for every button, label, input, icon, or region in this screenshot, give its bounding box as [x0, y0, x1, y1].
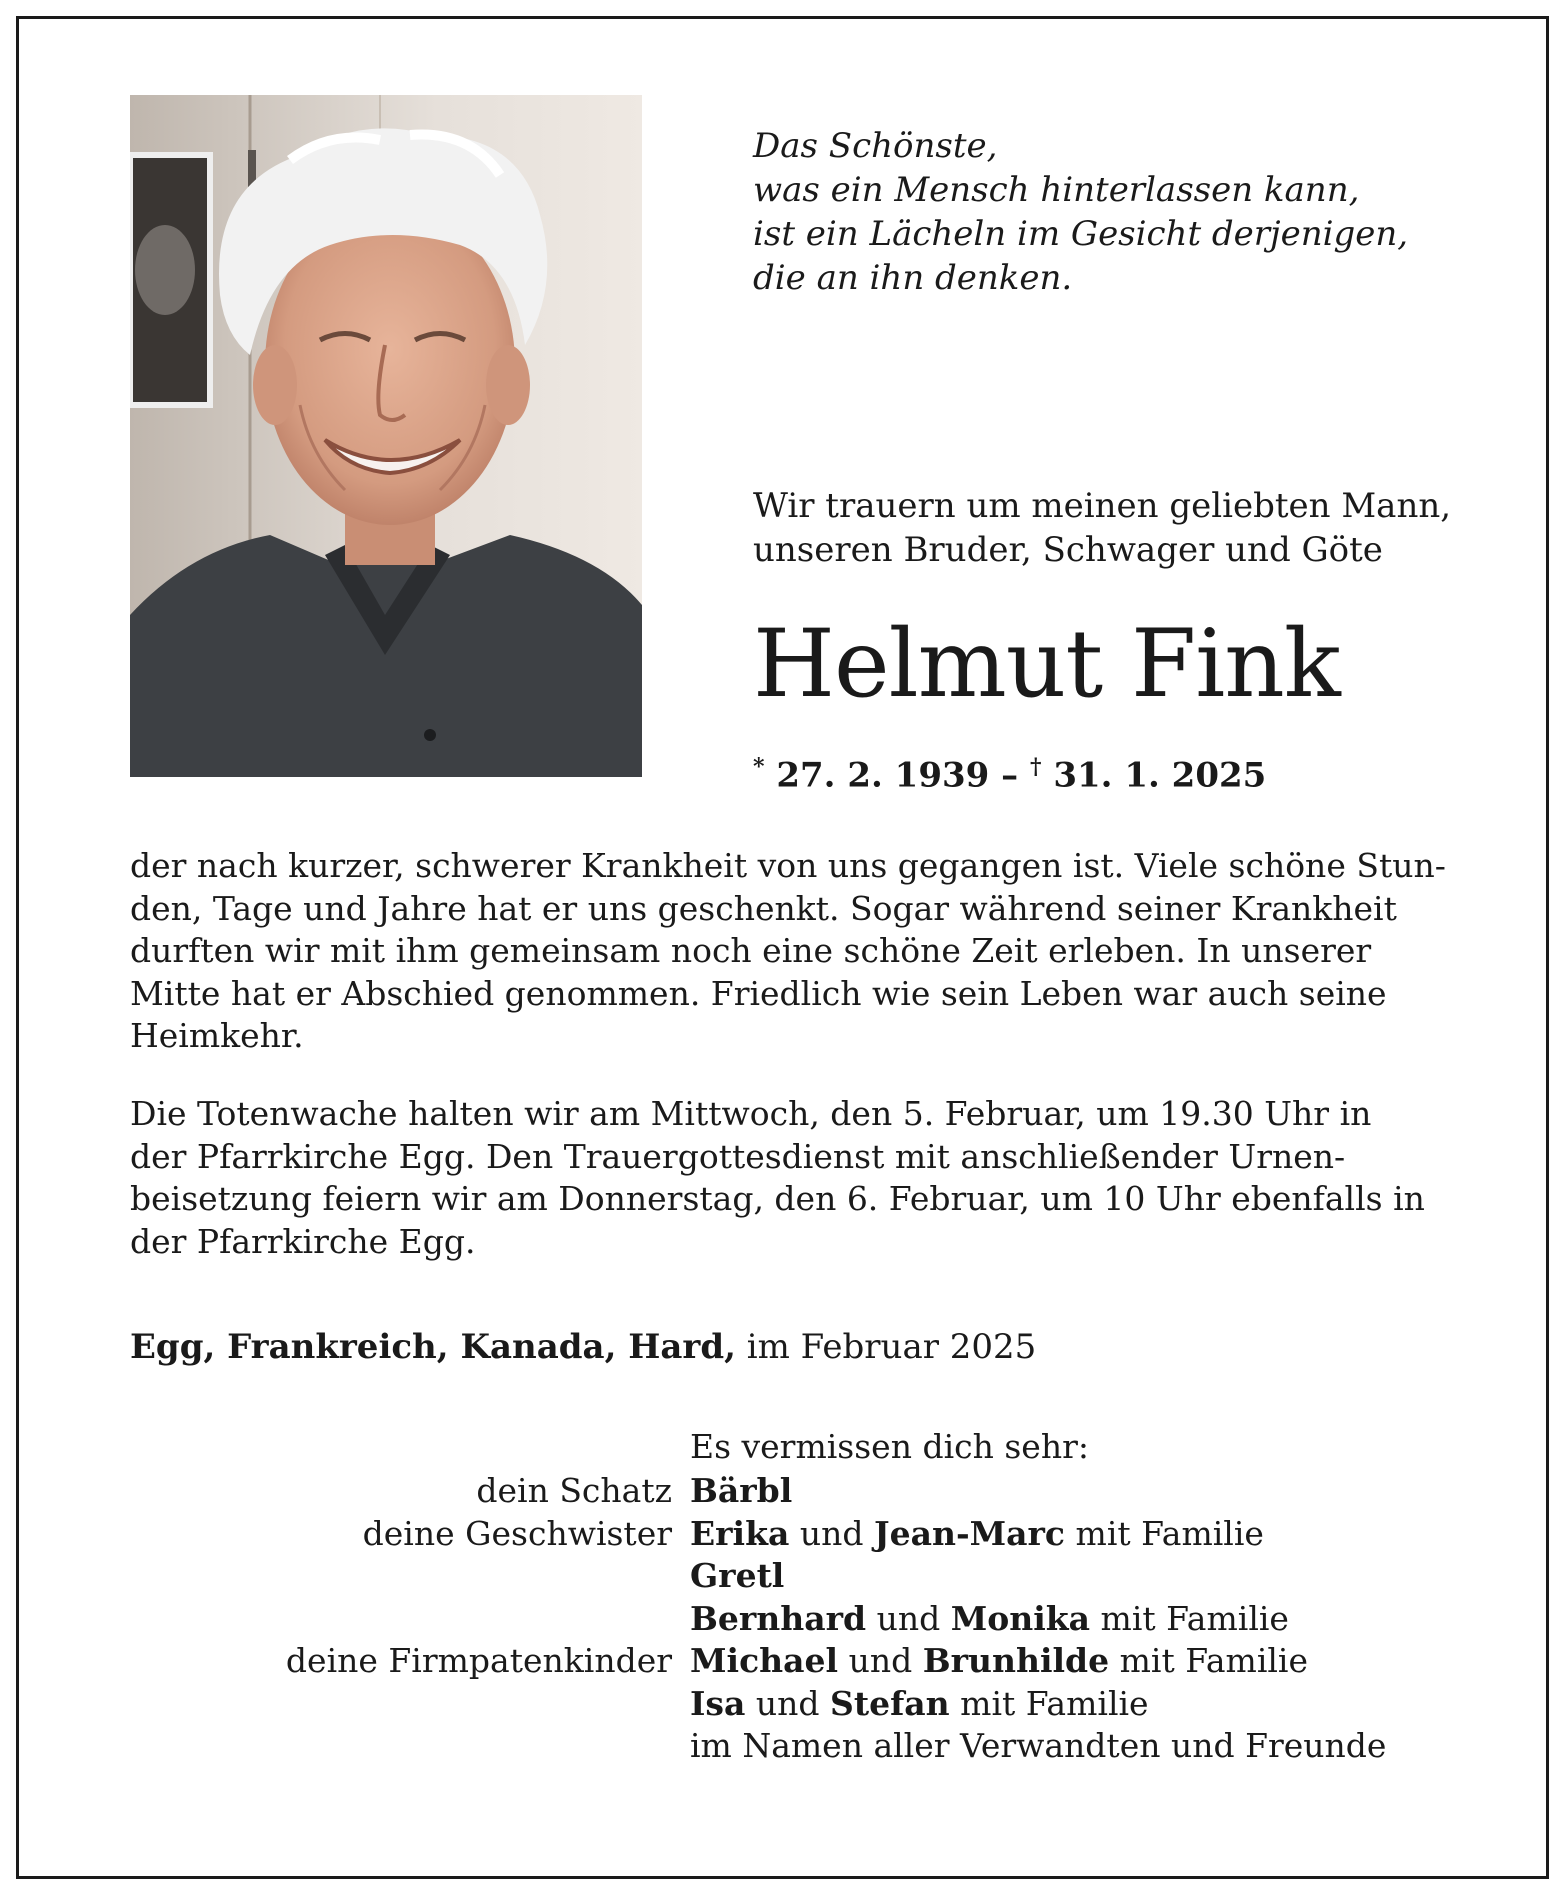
conjunction: und — [866, 1598, 951, 1638]
conjunction: und — [838, 1641, 923, 1680]
mourner-name: Jean-Marc — [873, 1513, 1066, 1553]
mourner-row — [0, 1513, 1567, 1556]
locations: Egg, Frankreich, Kanada, Hard, — [130, 1327, 736, 1367]
body-paragraph-2 — [130, 1093, 1437, 1263]
birth-symbol: * — [753, 754, 765, 780]
deceased-name: Helmut Fink — [753, 610, 1340, 719]
death-symbol: † — [1030, 754, 1042, 780]
family-suffix: mit Familie — [1065, 1513, 1264, 1553]
relation-label: deine Firmpatenkinder — [285, 1641, 672, 1680]
mourner-row — [0, 1555, 1567, 1598]
closing-line: im Namen aller Verwandten und Freunde — [690, 1726, 1387, 1765]
body-line: der nach kurzer, schwerer Krankheit von uns gegangen ist. Viele schöne Stun- — [130, 846, 1446, 885]
intro-line: unseren Bruder, Schwager und Göte — [753, 530, 1383, 570]
mourner-name: Bernhard — [690, 1598, 867, 1638]
birth-date: 27. 2. 1939 — [776, 755, 990, 796]
mourner-row — [0, 1725, 1567, 1768]
quote-line: Das Schönste, — [753, 126, 998, 166]
body-line: Heimkehr. — [130, 1016, 304, 1055]
death-date: 31. 1. 2025 — [1053, 755, 1267, 796]
mourner-name: Erika — [690, 1513, 790, 1553]
mourner-name: Isa — [690, 1683, 746, 1723]
portrait-photo — [130, 95, 642, 777]
body-line: der Pfarrkirche Egg. — [130, 1221, 476, 1261]
mourner-name: Brunhilde — [922, 1641, 1110, 1680]
intro-line: Wir trauern um meinen geliebten Mann, — [753, 486, 1452, 526]
relation-label: dein Schatz — [476, 1471, 672, 1510]
mourner-name: Bärbl — [690, 1471, 793, 1510]
body-line: den, Tage und Jahre hat er uns geschenkt. Sogar während seiner Krankheit — [130, 888, 1397, 928]
mourner-row — [0, 1640, 1567, 1683]
mourner-row — [0, 1683, 1567, 1726]
body-line: durften wir mit ihm gemeinsam noch eine schöne Zeit erleben. In unserer — [130, 931, 1372, 970]
body-line: Die Totenwache halten wir am Mittwoch, den 5. Februar, um 19.30 Uhr in — [130, 1094, 1372, 1133]
relation-label: deine Geschwister — [362, 1513, 672, 1553]
mourner-name: Gretl — [690, 1556, 785, 1595]
mourner-name: Michael — [690, 1641, 839, 1680]
quote-line: was ein Mensch hinterlassen kann, — [753, 170, 1360, 210]
quote-line: ist ein Lächeln im Gesicht derjenigen, — [753, 214, 1409, 254]
body-paragraph-1 — [130, 845, 1446, 1058]
family-suffix: mit Familie — [1090, 1598, 1289, 1638]
body-line: Mitte hat er Abschied genommen. Friedlich wie sein Leben war auch seine — [130, 973, 1387, 1013]
family-suffix: mit Familie — [949, 1683, 1149, 1723]
body-line: der Pfarrkirche Egg. Den Trauergottesdienst mit anschließender Urnen- — [130, 1136, 1346, 1176]
conjunction: und — [789, 1513, 874, 1553]
date-separator: – — [1001, 755, 1019, 796]
memorial-quote — [753, 124, 1408, 300]
conjunction: und — [745, 1683, 831, 1723]
mourner-name: Monika — [950, 1598, 1091, 1638]
body-line: beisetzung feiern wir am Donnerstag, den 6. Februar, um 10 Uhr ebenfalls in — [130, 1179, 1425, 1218]
family-suffix: mit Familie — [1109, 1641, 1309, 1680]
life-dates — [753, 745, 1266, 797]
mourners-heading: Es vermissen dich sehr: — [690, 1427, 1089, 1466]
quote-line: die an ihn denken. — [753, 258, 1073, 298]
place-and-date — [130, 1325, 1036, 1369]
mourning-intro — [753, 484, 1451, 572]
mourner-row — [0, 1598, 1567, 1641]
mourner-name: Stefan — [830, 1683, 950, 1723]
announcement-date: im Februar 2025 — [735, 1327, 1037, 1367]
mourner-row — [0, 1470, 1567, 1513]
